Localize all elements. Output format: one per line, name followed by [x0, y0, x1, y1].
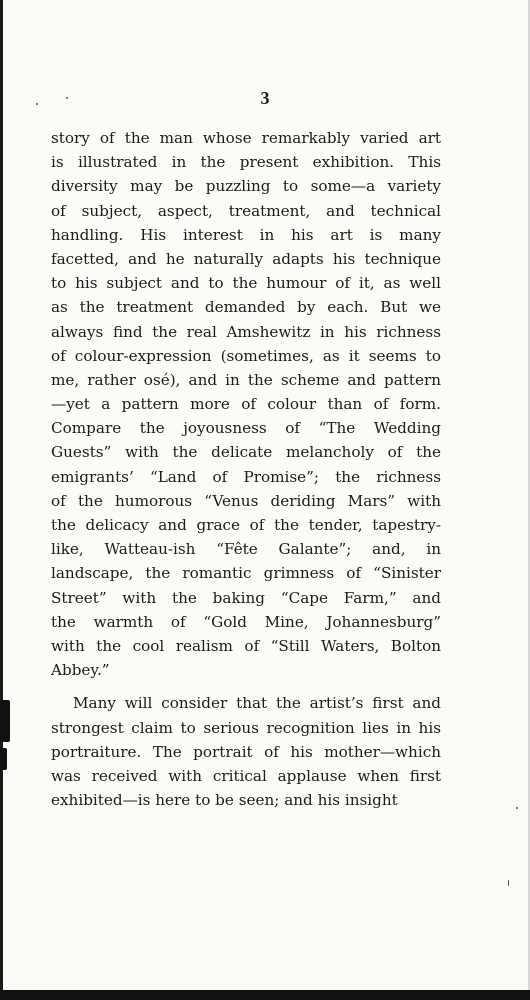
text-line: with the cool realism of “Still Waters, Bolton: [51, 636, 441, 655]
paper-speck: [508, 880, 509, 886]
paragraph: [51, 126, 441, 682]
text-line: to his subject and to the humour of it, as well: [51, 274, 441, 293]
text-line: me, rather osé), and in the scheme and pattern: [51, 370, 441, 389]
page-left-edge: [0, 0, 3, 1000]
text-line: Abbey.”: [51, 661, 110, 680]
text-line: like, Watteau-ish “Fête Galante”; and, in: [51, 540, 441, 559]
body-text: [51, 126, 441, 812]
page-number: 3: [260, 88, 270, 108]
text-line: of subject, aspect, treatment, and technical: [51, 201, 441, 220]
text-line: strongest claim to serious recognition lies in his: [51, 718, 441, 737]
paragraph: [51, 691, 441, 812]
text-line: facetted, and he naturally adapts his technique: [51, 249, 441, 268]
text-line: Guests” with the delicate melancholy of the: [51, 443, 441, 462]
text-line: was received with critical applause when first: [51, 766, 441, 785]
text-line: Many will consider that the artist’s first and: [73, 694, 441, 713]
text-line: Street” with the baking “Cape Farm,” and: [51, 588, 441, 607]
text-line: the delicacy and grace of the tender, tapestry-: [51, 516, 441, 534]
paper-speck: [516, 807, 518, 809]
text-line: is illustrated in the present exhibition. This: [51, 153, 441, 172]
text-line: emigrants’ “Land of Promise”; the richness: [51, 467, 441, 486]
paragraph-gap: [51, 682, 441, 691]
binding-mark: [0, 748, 7, 770]
binding-mark: [0, 700, 10, 742]
text-line: exhibited—is here to be seen; and his insight: [51, 791, 398, 810]
text-line: story of the man whose remarkably varied art: [51, 129, 441, 147]
text-line: always find the real Amshewitz in his richness: [51, 322, 441, 341]
text-line: portraiture. The portrait of his mother—which: [51, 742, 441, 761]
text-line: diversity may be puzzling to some—a variety: [51, 177, 441, 196]
page-bottom-edge: [0, 990, 530, 1000]
text-line: as the treatment demanded by each. But we: [51, 298, 441, 317]
text-line: handling. His interest in his art is many: [51, 225, 441, 244]
text-line: —yet a pattern more of colour than of form.: [51, 395, 441, 414]
text-line: Compare the joyousness of “The Wedding: [51, 419, 441, 438]
text-line: landscape, the romantic grimness of “Sinister: [51, 564, 441, 583]
text-line: of the humorous “Venus deriding Mars” with: [51, 491, 441, 510]
text-line: the warmth of “Gold Mine, Johannesburg”: [51, 612, 441, 631]
text-line: of colour-expression (sometimes, as it seems to: [51, 346, 441, 365]
